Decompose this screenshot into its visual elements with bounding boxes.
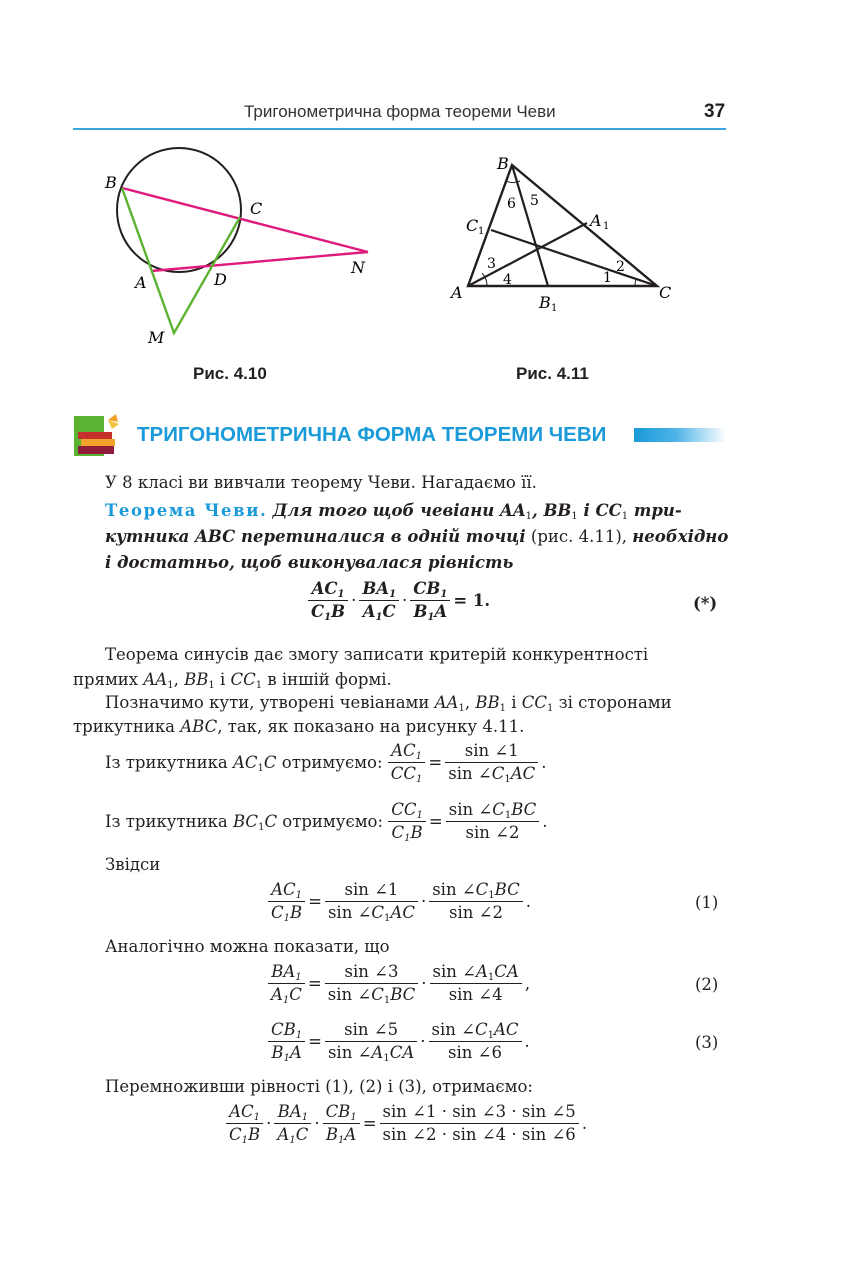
frac-den: A — [362, 602, 376, 621]
intro-text: У 8 класі ви вивчали теорему Чеви. Нагадаємо її. — [105, 473, 537, 492]
theorem-line-3: і достатньо, щоб виконувалася рівність — [105, 553, 514, 572]
section-title: ТРИГОНОМЕТРИЧНА ФОРМА ТЕОРЕМИ ЧЕВИ — [137, 423, 607, 446]
frac-den: sin ∠2 — [465, 823, 520, 842]
figure-4-10 — [95, 140, 395, 355]
text: прямих — [73, 670, 144, 689]
caption-fig-4-10: Рис. 4.10 — [193, 364, 267, 383]
books-butterfly-icon — [74, 414, 126, 458]
angle-5: 5 — [530, 193, 539, 209]
label-b: B — [105, 173, 117, 192]
frac-den: A — [434, 602, 448, 621]
arc-a — [482, 273, 487, 286]
frac-num: sin ∠1 — [325, 879, 418, 902]
frac-num: CB — [413, 579, 441, 598]
label-c: C — [250, 199, 263, 218]
cevian-bb1 — [512, 165, 548, 286]
theorem-line-1: Теорема Чеви. Для того щоб чевіани $AA_1$, $BB_1$ і $CC_1$ три- — [105, 501, 682, 522]
similarly-text: Аналогічно можна показати, що — [105, 937, 390, 956]
angle-4: 4 — [503, 272, 512, 288]
multiply-text: Перемноживши рівності (1), (2) і (3), отримаємо: — [105, 1077, 533, 1096]
label-m: M — [148, 328, 165, 347]
frac-den: sin ∠2 — [449, 903, 503, 922]
section-accent-bar — [634, 428, 726, 442]
page-number: 37 — [704, 101, 726, 122]
frac-den: sin ∠6 — [448, 1043, 502, 1062]
frac-den: C — [311, 602, 325, 621]
theorem-tri: три- — [628, 501, 682, 520]
header-rule — [73, 128, 726, 130]
theorem-name: Теорема Чеви. — [105, 501, 268, 520]
angle-1: 1 — [603, 270, 612, 286]
label-a: A — [135, 273, 147, 292]
theorem-aa: AA — [500, 501, 526, 520]
label-n: N — [351, 258, 365, 277]
frac-num: BA — [362, 579, 390, 598]
label-c: C — [659, 283, 672, 302]
therefore-text: Звідси — [105, 855, 161, 874]
text: отримуємо: — [277, 812, 384, 831]
paragraph-3-line-2: трикутника ABC, так, як показано на рисунку 4.11. — [73, 717, 525, 736]
equation-1: $\frac{AC_1}{C_1B}$ = $\frac{\sin \angle 1}{\sin \angle C_1AC}$ · $\frac{\sin \angle C_1BC}{\sin \angle 2}$ . — [268, 879, 534, 924]
frac-den: B — [413, 602, 428, 621]
frac-num: sin ∠1 — [445, 740, 538, 763]
theorem-bb: , BB — [532, 501, 572, 520]
text: зі сторонами — [553, 693, 672, 712]
equation-label-2: (2) — [695, 975, 719, 994]
label-a: A — [451, 283, 463, 302]
theorem-line-2 — [105, 524, 728, 550]
cevian-cc1 — [491, 230, 657, 286]
triangle-abc — [468, 165, 657, 286]
equation-3: $\frac{CB_1}{B_1A}$ = $\frac{\sin \angle 5}{\sin \angle A_1CA}$ · $\frac{\sin \angle C_1AC}{\sin \angle 6}$ . — [268, 1019, 533, 1064]
equation-label-3: (3) — [695, 1033, 719, 1052]
text: в іншій формі. — [262, 670, 392, 689]
angle-3: 3 — [487, 256, 496, 272]
caption-fig-4-11: Рис. 4.11 — [516, 364, 589, 383]
frac-num: sin ∠5 — [325, 1019, 417, 1042]
theorem-ref: (рис. 4.11), — [525, 527, 633, 546]
label-b1-sub: 1 — [551, 303, 558, 314]
paragraph-2-line-1: Теорема синусів дає змогу записати критерій конкурентності — [105, 645, 649, 664]
theorem-text: Для того щоб чевіани — [272, 501, 501, 520]
label-d: D — [214, 270, 227, 289]
line-bn — [122, 188, 368, 252]
text: , так, як показано на рисунку 4.11. — [217, 717, 525, 736]
text: трикутника — [73, 717, 181, 736]
frac-den: B — [331, 602, 346, 621]
figure-4-11 — [440, 150, 690, 320]
paragraph-3-line-1: Позначимо кути, утворені чевіанами $AA_1$, $BB_1$ і $CC_1$ зі сторонами — [105, 693, 672, 714]
equation-rhs: = 1. — [453, 591, 491, 610]
text: отримуємо: — [276, 753, 383, 772]
theorem-text: необхідно — [632, 527, 729, 546]
label-c1-sub: 1 — [478, 226, 485, 237]
star-equation: $\frac{AC_1}{C_1B}$ · $\frac{BA_1}{A_1C}$ · $\frac{CB_1}{B_1A}$ = 1. — [308, 578, 493, 623]
line-an — [151, 252, 368, 271]
label-c1: C — [466, 216, 479, 235]
paragraph-2-line-2: прямих $AA_1$, $BB_1$ і $CC_1$ в іншій формі. — [73, 670, 392, 691]
text: Із трикутника — [105, 753, 233, 772]
frac-num: sin ∠1 · sin ∠3 · sin ∠5 — [380, 1101, 579, 1124]
circle — [117, 148, 241, 272]
triangle-ac1c-equation: Із трикутника $AC_1C$ отримуємо: $\frac{AC_1}{CC_1}$ = $\frac{\sin \angle 1}{\sin \angle C_1AC}$ . — [105, 741, 547, 785]
label-b1: B — [539, 293, 551, 312]
equation-label-1: (1) — [695, 893, 719, 912]
label-b: B — [497, 154, 509, 173]
label-a1-sub: 1 — [603, 221, 610, 232]
angle-2: 2 — [616, 259, 625, 275]
theorem-cc: і CC — [577, 501, 622, 520]
frac-den: sin ∠2 · sin ∠4 · sin ∠6 — [382, 1125, 576, 1144]
triangle-bc1c-equation: Із трикутника $BC_1C$ отримуємо: $\frac{CC_1}{C_1B}$ = $\frac{\sin \angle C_1BC}{\sin \angle 2}$ . — [105, 800, 548, 844]
label-a1: A — [590, 211, 602, 230]
green-lines — [122, 188, 240, 333]
frac-num: AC — [311, 579, 338, 598]
theorem-text: кутника ABC перетиналися в одній точці — [105, 527, 526, 546]
frac-num: sin ∠3 — [325, 961, 419, 984]
angle-6: 6 — [507, 196, 516, 212]
frac-den: C — [382, 602, 396, 621]
equation-label-star: (*) — [693, 594, 718, 613]
text: Із трикутника — [105, 812, 233, 831]
text: Позначимо кути, утворені чевіанами — [105, 693, 435, 712]
frac-den: sin ∠4 — [448, 985, 503, 1004]
cevian-aa1 — [468, 223, 587, 286]
equation-2: $\frac{BA_1}{A_1C}$ = $\frac{\sin \angle 3}{\sin \angle C_1BC}$ · $\frac{\sin \angle A_1CA}{\sin \angle 4}$ , — [268, 961, 533, 1006]
final-equation: $\frac{AC_1}{C_1B}$ · $\frac{BA_1}{A_1C}$ · $\frac{CB_1}{B_1A}$ = $\frac{\sin \angle 1 \cdot \sin \angle 3 \cdot \sin \angle 5}{\sin \angle 2 \cdot \sin \angle 4 \cdot \sin \angle 6}$ . — [226, 1101, 590, 1146]
running-header: Тригонометрична форма теореми Чеви — [244, 102, 556, 121]
